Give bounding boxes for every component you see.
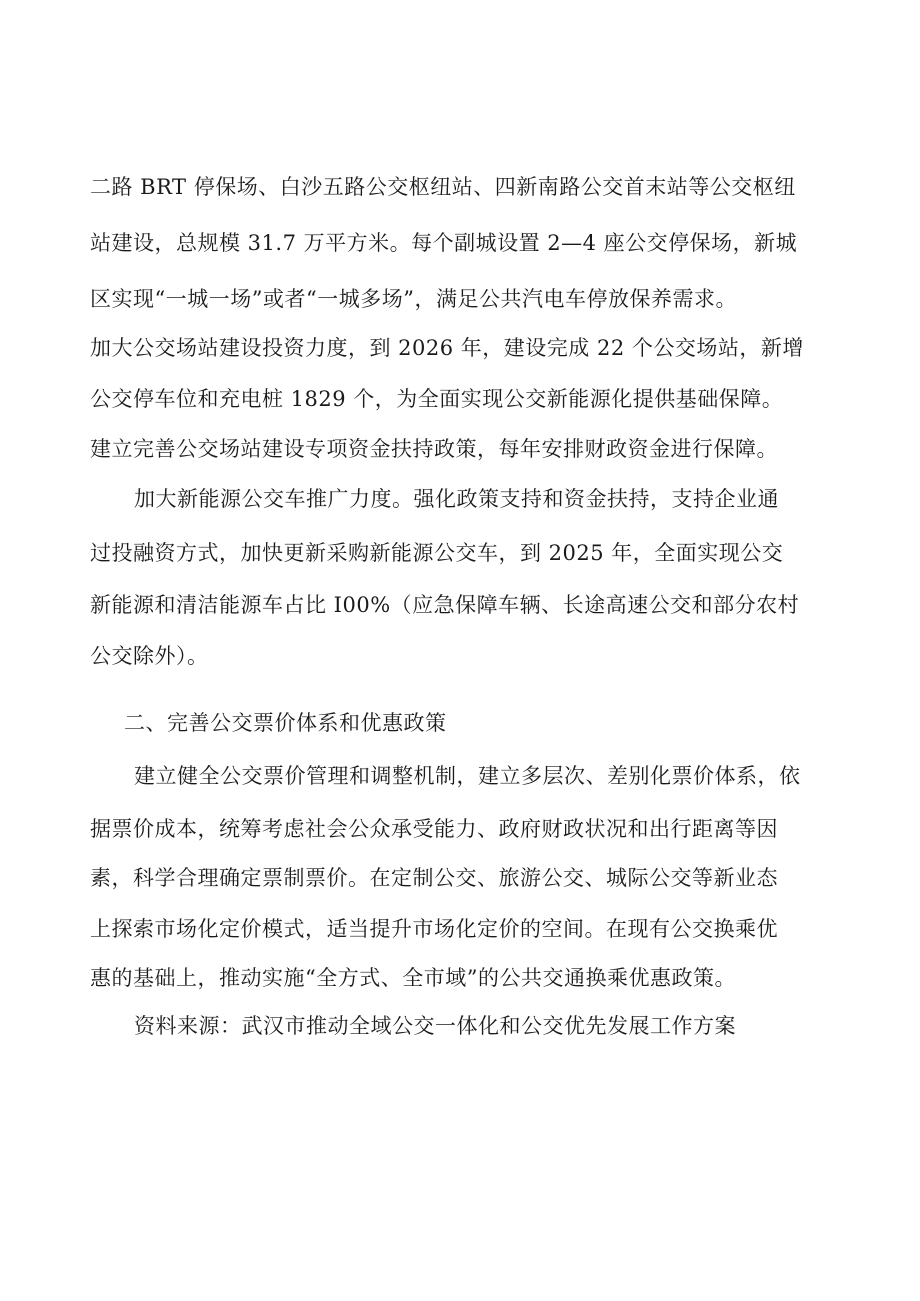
paragraph-2-line-1: 加大新能源公交车推广力度。强化政策支持和资金扶持，支持企业通: [134, 487, 779, 511]
paragraph-1-line-1: 二路 BRT 停保场、白沙五路公交枢纽站、四新南路公交首末站等公交枢纽: [90, 175, 796, 199]
paragraph-1-line-4: 加大公交场站建设投资力度，到 2026 年，建设完成 22 个公交场站，新增: [90, 336, 804, 360]
paragraph-3-line-3: 素，科学合理确定票制票价。在定制公交、旅游公交、城际公交等新业态: [90, 866, 778, 890]
section-heading: 二、完善公交票价体系和优惠政策: [124, 711, 447, 735]
paragraph-2-line-2: 过投融资方式，加快更新采购新能源公交车，到 2025 年，全面实现公交: [90, 541, 784, 565]
paragraph-1-line-2: 站建设，总规模 31.7 万平方米。每个副城设置 2—4 座公交停保场，新城: [90, 231, 798, 255]
paragraph-3-line-1: 建立健全公交票价管理和调整机制，建立多层次、差别化票价体系，依: [134, 764, 801, 788]
paragraph-3-line-5: 惠的基础上，推动实施“全方式、全市域”的公共交通换乘优惠政策。: [90, 966, 736, 990]
source-note: 资料来源：武汉市推动全域公交一体化和公交优先发展工作方案: [134, 1014, 736, 1038]
paragraph-3-line-2: 据票价成本，统筹考虑社会公众承受能力、政府财政状况和出行距离等因: [90, 817, 778, 841]
paragraph-1-line-3: 区实现“一城一场”或者“一城多场”，满足公共汽电车停放保养需求。: [90, 287, 737, 311]
paragraph-1-line-5: 公交停车位和充电桩 1829 个，为全面实现公交新能源化提供基础保障。: [90, 387, 784, 411]
paragraph-2-line-3: 新能源和清洁能源车占比 I00%（应急保障车辆、长途高速公交和部分农村: [90, 593, 800, 617]
paragraph-2-line-4: 公交除外）。: [90, 644, 209, 668]
paragraph-3-line-4: 上探索市场化定价模式，适当提升市场化定价的空间。在现有公交换乘优: [90, 917, 778, 941]
paragraph-1-line-6: 建立完善公交场站建设专项资金扶持政策，每年安排财政资金进行保障。: [90, 437, 778, 461]
